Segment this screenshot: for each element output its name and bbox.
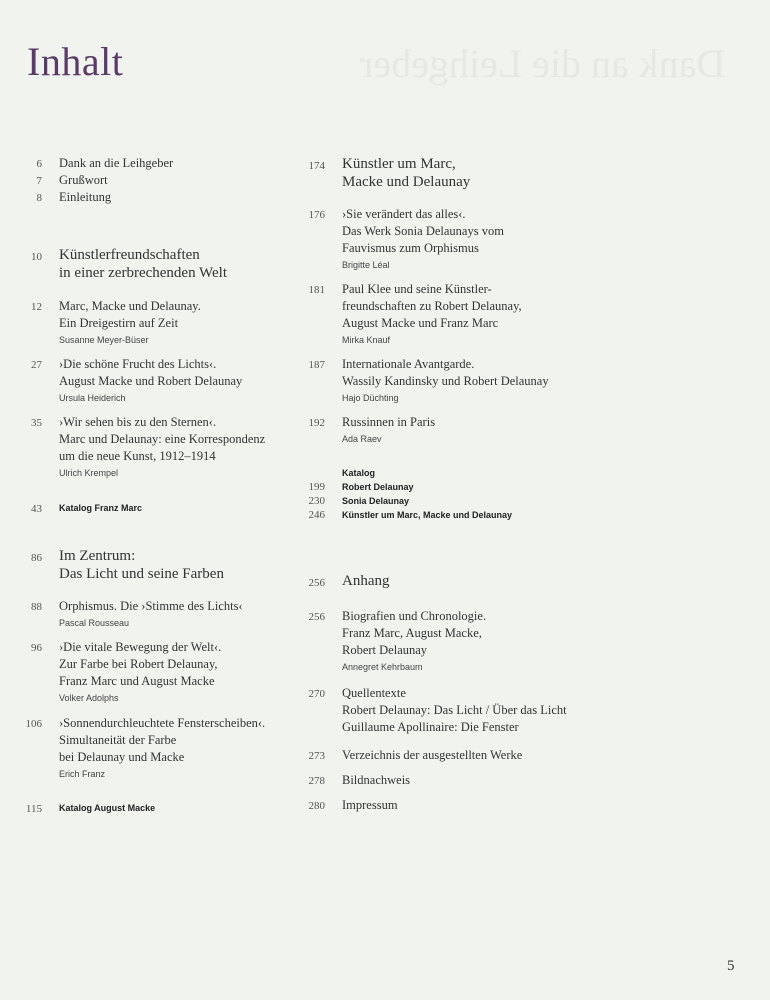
- page-ref: 181: [308, 284, 325, 296]
- entry-title: Franz Marc, August Macke,: [342, 626, 482, 640]
- page-ref: 86: [31, 552, 42, 564]
- page-ref: 270: [308, 688, 325, 700]
- section-title: Anhang: [342, 573, 390, 589]
- catalog-title: Künstler um Marc, Macke und Delaunay: [342, 510, 513, 520]
- entry-author: Brigitte Léal: [342, 260, 390, 270]
- catalog-title: Katalog August Macke: [59, 803, 156, 813]
- show-through-text: Dank an die Leihgeber: [360, 41, 726, 86]
- entry-title: August Macke und Franz Marc: [342, 316, 499, 330]
- entry-title: Dank an die Leihgeber: [59, 156, 174, 170]
- entry-title: Fauvismus zum Orphismus: [342, 241, 479, 255]
- page-ref: 273: [308, 750, 325, 762]
- page-ref: 256: [308, 611, 325, 623]
- catalog-title: Katalog Franz Marc: [59, 503, 143, 513]
- entry-author: Mirka Knauf: [342, 335, 391, 345]
- entry-author: Ada Raev: [342, 434, 382, 444]
- entry-title: ›Wir sehen bis zu den Sternen‹.: [59, 415, 217, 429]
- page-ref: 115: [25, 803, 42, 815]
- entry-title: Guillaume Apollinaire: Die Fenster: [342, 720, 519, 734]
- entry-title: August Macke und Robert Delaunay: [59, 374, 243, 388]
- page-ref: 230: [308, 495, 325, 507]
- entry-title: Zur Farbe bei Robert Delaunay,: [59, 657, 218, 671]
- entry-author: Volker Adolphs: [59, 693, 119, 703]
- entry-title: Einleitung: [59, 190, 112, 204]
- page-ref: 106: [25, 718, 42, 730]
- page-ref: 199: [308, 481, 325, 493]
- page-ref: 6: [36, 158, 42, 170]
- entry-title: Russinnen in Paris: [342, 415, 436, 429]
- page-ref: 12: [31, 301, 42, 313]
- entry-title: ›Die schöne Frucht des Lichts‹.: [59, 357, 217, 371]
- entry-title: Biografien und Chronologie.: [342, 609, 487, 623]
- entry-title: um die neue Kunst, 1912–1914: [59, 449, 216, 463]
- entry-title: Marc und Delaunay: eine Korrespondenz: [59, 432, 266, 446]
- page-ref: 10: [31, 251, 42, 263]
- entry-title: Wassily Kandinsky und Robert Delaunay: [342, 374, 549, 388]
- entry-author: Pascal Rousseau: [59, 618, 130, 628]
- entry-title: Bildnachweis: [342, 773, 411, 787]
- page-ref: 8: [36, 192, 42, 204]
- page-ref: 280: [308, 800, 325, 812]
- section-title: in einer zerbrechenden Welt: [59, 265, 228, 281]
- page-ref: 174: [308, 160, 325, 172]
- entry-title: Das Werk Sonia Delaunays vom: [342, 224, 504, 238]
- entry-title: Internationale Avantgarde.: [342, 357, 475, 371]
- entry-title: Paul Klee und seine Künstler-: [342, 282, 492, 296]
- page-ref: 278: [308, 775, 325, 787]
- page-ref: 192: [308, 417, 325, 429]
- page-ref: 35: [31, 417, 42, 429]
- section-title: Das Licht und seine Farben: [59, 566, 224, 582]
- section-title: Künstlerfreundschaften: [59, 247, 200, 263]
- page-number: 5: [727, 958, 735, 974]
- page-ref: 7: [36, 175, 42, 187]
- page-ref: 176: [308, 209, 325, 221]
- entry-author: Annegret Kehrbaum: [342, 662, 423, 672]
- entry-title: Impressum: [342, 798, 398, 812]
- entry-title: freundschaften zu Robert Delaunay,: [342, 299, 522, 313]
- entry-author: Erich Franz: [59, 769, 106, 779]
- entry-title: Robert Delaunay: [342, 643, 428, 657]
- entry-title: ›Die vitale Bewegung der Welt‹.: [59, 640, 222, 654]
- catalog-title: Robert Delaunay: [342, 482, 414, 492]
- section-title: Im Zentrum:: [59, 548, 136, 564]
- entry-title: Grußwort: [59, 173, 108, 187]
- entry-author: Hajo Düchting: [342, 393, 399, 403]
- entry-author: Susanne Meyer-Büser: [59, 335, 149, 345]
- entry-title: bei Delaunay und Macke: [59, 750, 185, 764]
- entry-title: Verzeichnis der ausgestellten Werke: [342, 748, 523, 762]
- entry-author: Ursula Heiderich: [59, 393, 126, 403]
- entry-title: Quellentexte: [342, 686, 406, 700]
- section-title: Künstler um Marc,: [342, 156, 456, 172]
- entry-title: Marc, Macke und Delaunay.: [59, 299, 201, 313]
- entry-title: Simultaneität der Farbe: [59, 733, 177, 747]
- page-ref: 256: [308, 577, 325, 589]
- catalog-title: Sonia Delaunay: [342, 496, 410, 506]
- entry-title: Orphismus. Die ›Stimme des Lichts‹: [59, 599, 243, 613]
- entry-author: Ulrich Krempel: [59, 468, 119, 478]
- entry-title: ›Sonnendurchleuchtete Fensterscheiben‹.: [59, 716, 266, 730]
- page-ref: 88: [31, 601, 42, 613]
- entry-title: Franz Marc und August Macke: [59, 674, 215, 688]
- page-ref: 96: [31, 642, 42, 654]
- entry-title: ›Sie verändert das alles‹.: [342, 207, 466, 221]
- page-ref: 27: [31, 359, 42, 371]
- section-title: Macke und Delaunay: [342, 174, 471, 190]
- page-ref: 43: [31, 503, 42, 515]
- page-ref: 187: [308, 359, 325, 371]
- catalog-heading: Katalog: [342, 468, 376, 478]
- entry-title: Ein Dreigestirn auf Zeit: [59, 316, 179, 330]
- page-title: Inhalt: [27, 39, 124, 84]
- page-ref: 246: [308, 509, 325, 521]
- entry-title: Robert Delaunay: Das Licht / Über das Licht: [342, 703, 567, 717]
